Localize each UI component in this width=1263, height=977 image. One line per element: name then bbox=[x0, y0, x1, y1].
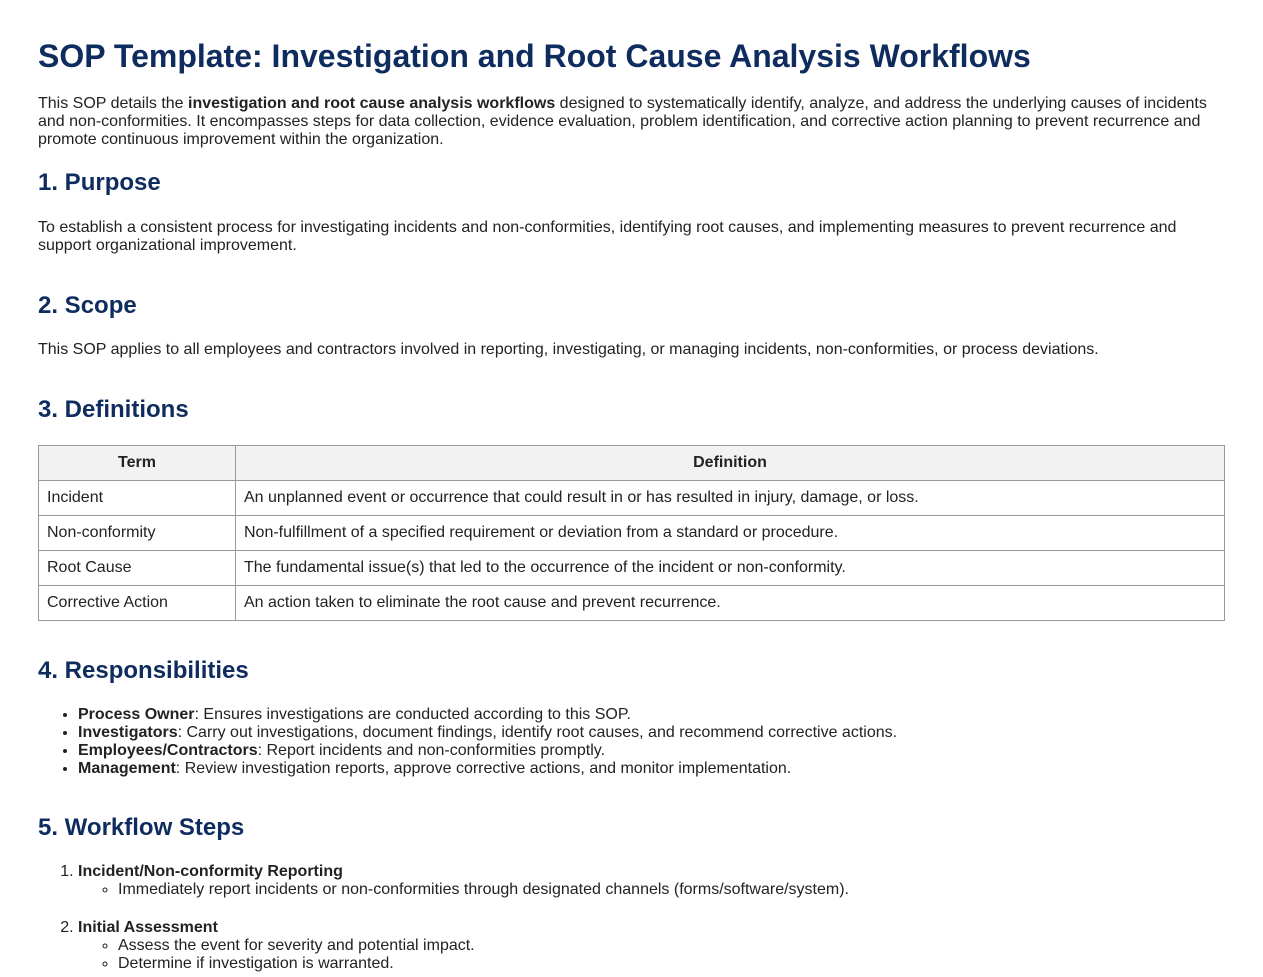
step-title: Incident/Non-conformity Reporting bbox=[78, 863, 343, 880]
step-subitem: ◦ Assess the event for severity and potential impact. bbox=[118, 937, 1225, 955]
purpose-heading: 1. Purpose bbox=[38, 169, 161, 196]
intro-text-start: This SOP details the bbox=[38, 95, 188, 112]
step-subitem: ◦ Determine if investigation is warranted. bbox=[118, 955, 1225, 973]
step-subitem: ◦ Immediately report incidents or non-conformities through designated channels (forms/software/system). bbox=[118, 881, 1225, 899]
role-description: : Review investigation reports, approve corrective actions, and monitor implementation. bbox=[175, 760, 792, 777]
workflow-steps-list bbox=[38, 863, 1225, 973]
step-title: Initial Assessment bbox=[78, 919, 218, 936]
responsibilities-list bbox=[38, 706, 1225, 778]
step-subitems bbox=[78, 881, 1225, 899]
workflow-heading: 5. Workflow Steps bbox=[38, 814, 245, 841]
role-name: Employees/Contractors bbox=[78, 742, 258, 759]
column-header-term: Term bbox=[39, 446, 236, 481]
workflow-step bbox=[78, 919, 1225, 973]
role-description: : Report incidents and non-conformities promptly. bbox=[257, 742, 606, 759]
intro-paragraph bbox=[38, 95, 1225, 149]
role-name: Process Owner bbox=[78, 706, 195, 723]
role-name: Management bbox=[78, 760, 176, 777]
table-row bbox=[39, 586, 1225, 621]
term-cell: Corrective Action bbox=[39, 586, 236, 621]
table-row bbox=[39, 516, 1225, 551]
scope-text: This SOP applies to all employees and contractors involved in reporting, investigating, or managing incidents, non-conformities, or process deviations. bbox=[38, 341, 1099, 358]
table-header-row bbox=[39, 446, 1225, 481]
definition-cell: An unplanned event or occurrence that could result in or has resulted in injury, damage, or loss. bbox=[236, 481, 1225, 516]
scope-heading: 2. Scope bbox=[38, 292, 137, 319]
list-item bbox=[78, 706, 1225, 724]
definition-cell: Non-fulfillment of a specified requirement or deviation from a standard or procedure. bbox=[236, 516, 1225, 551]
list-item bbox=[78, 724, 1225, 742]
column-header-definition: Definition bbox=[236, 446, 1225, 481]
responsibilities-heading: 4. Responsibilities bbox=[38, 657, 249, 684]
role-description: : Ensures investigations are conducted according to this SOP. bbox=[194, 706, 631, 723]
workflow-step bbox=[78, 863, 1225, 899]
list-item bbox=[78, 760, 1225, 778]
definitions-heading: 3. Definitions bbox=[38, 396, 189, 423]
list-item bbox=[78, 742, 1225, 760]
intro-text-bold: investigation and root cause analysis workflows bbox=[188, 95, 556, 112]
table-row bbox=[39, 481, 1225, 516]
page-title: SOP Template: Investigation and Root Cause Analysis Workflows bbox=[38, 38, 1031, 74]
definition-cell: The fundamental issue(s) that led to the occurrence of the incident or non-conformity. bbox=[236, 551, 1225, 586]
definition-cell: An action taken to eliminate the root cause and prevent recurrence. bbox=[236, 586, 1225, 621]
definitions-table bbox=[38, 445, 1225, 621]
term-cell: Incident bbox=[39, 481, 236, 516]
table-row bbox=[39, 551, 1225, 586]
term-cell: Non-conformity bbox=[39, 516, 236, 551]
role-description: : Carry out investigations, document findings, identify root causes, and recommend corrective actions. bbox=[177, 724, 898, 741]
term-cell: Root Cause bbox=[39, 551, 236, 586]
step-subitems bbox=[78, 937, 1225, 973]
intro-text-end: designed to systematically identify, analyze, and address the underlying causes of incidents and non-conformities. It encompasses steps for data collection, evidence evaluation, problem identification, and corrective action planning to prevent recurrence and promote continuous improvement within the organization. bbox=[38, 95, 1207, 148]
purpose-text: To establish a consistent process for investigating incidents and non-conformities, identifying root causes, and implementing measures to prevent recurrence and support organizational improvement. bbox=[38, 219, 1177, 254]
role-name: Investigators bbox=[78, 724, 178, 741]
